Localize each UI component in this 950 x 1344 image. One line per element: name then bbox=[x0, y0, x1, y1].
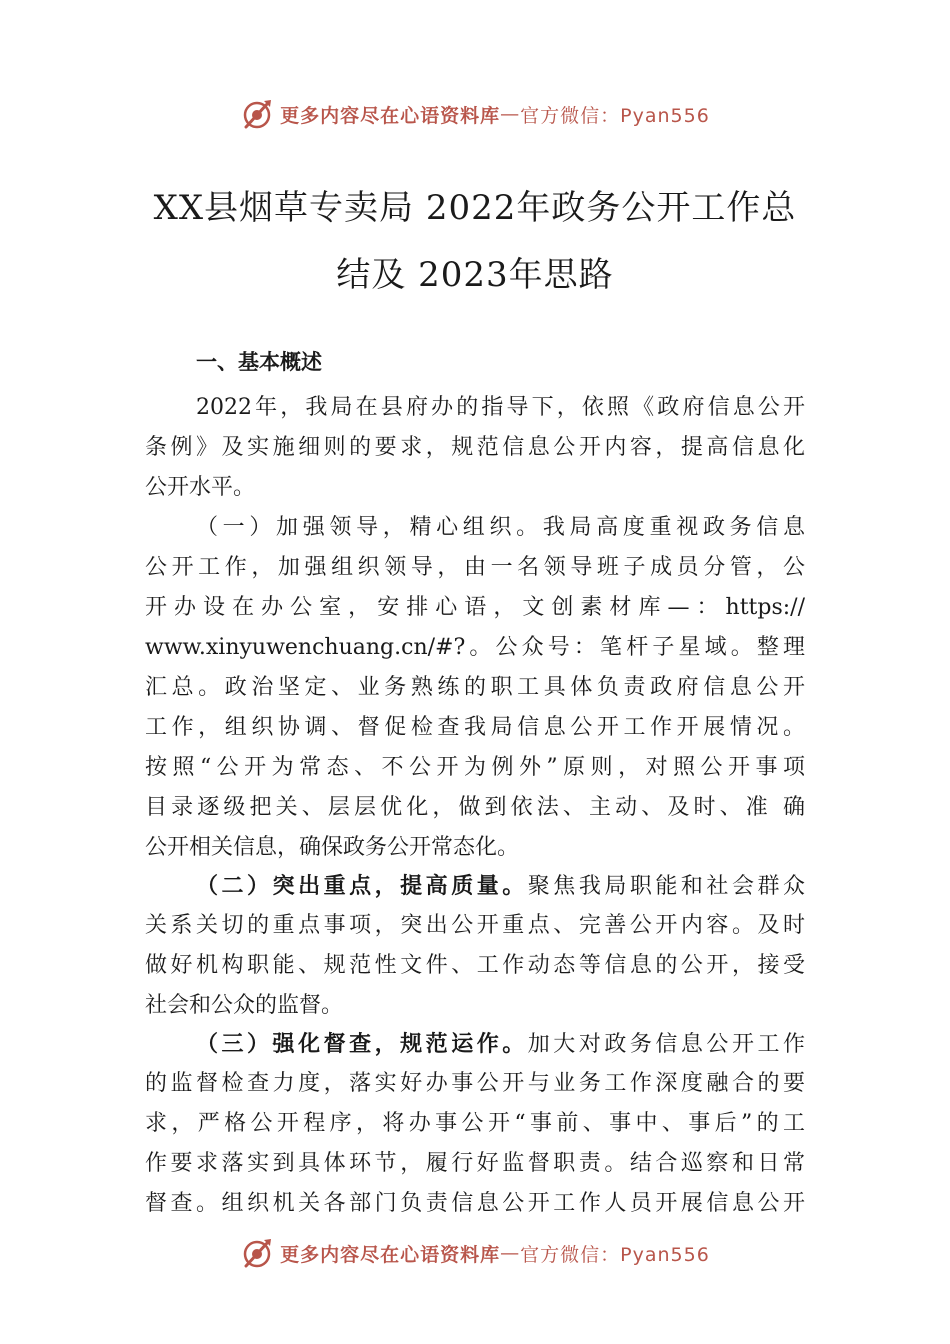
item1-line-6: 工作，组织协调、督促检查我局信息公开工作开展情况。 bbox=[145, 715, 805, 740]
item1-line-5: 汇总。政治坚定、业务熟练的职工具体负责政府信息公开 bbox=[145, 675, 805, 700]
item3-lead: （三）强化督查，规范运作。 bbox=[196, 1031, 528, 1057]
item2-line-4: 社会和公众的监督。 bbox=[145, 993, 344, 1018]
banner-brand-text: 更多内容尽在心语资料库 bbox=[280, 104, 501, 127]
pen-quill-logo-icon bbox=[240, 97, 274, 131]
banner-brand-text: 更多内容尽在心语资料库 bbox=[280, 1243, 501, 1266]
item1-line-3: 开办设在办公室，安排心语，文创素材库—：https:// bbox=[145, 595, 805, 620]
intro-line-3: 公开水平。 bbox=[145, 475, 256, 500]
item3-line-1 bbox=[196, 1024, 805, 1064]
section-heading: 一、基本概述 bbox=[196, 350, 322, 374]
banner-separator: — bbox=[500, 103, 521, 125]
banner-wechat-text: 官方微信：Pyan556 bbox=[520, 104, 710, 127]
item1-line-9: 公开相关信息，确保政务公开常态化。 bbox=[145, 835, 520, 860]
banner-separator: — bbox=[500, 1242, 521, 1264]
item3-line-3: 求，严格公开程序，将办事公开“事前、事中、事后”的工 bbox=[145, 1111, 805, 1136]
item1-text-1: 我局高度重视政务信息 bbox=[542, 515, 805, 540]
item1-line-7: 按照“公开为常态、不公开为例外”原则，对照公开事项 bbox=[145, 755, 805, 780]
footer-watermark-banner bbox=[0, 1233, 950, 1273]
item1-line-1 bbox=[196, 508, 805, 548]
pen-quill-logo-icon bbox=[240, 1236, 274, 1270]
item2-line-3: 做好机构职能、规范性文件、工作动态等信息的公开，接受 bbox=[145, 953, 805, 978]
item2-line-1 bbox=[196, 866, 805, 906]
item3-line-2: 的监督检查力度，落实好办事公开与业务工作深度融合的要 bbox=[145, 1071, 805, 1096]
item2-lead: （二）突出重点，提高质量。 bbox=[196, 873, 528, 899]
item2-text-1: 聚焦我局职能和社会群众 bbox=[527, 874, 805, 899]
item3-text-1: 加大对政务信息公开工作 bbox=[527, 1032, 805, 1057]
banner-wechat-text: 官方微信：Pyan556 bbox=[520, 1243, 710, 1266]
item3-line-5: 督查。组织机关各部门负责信息公开工作人员开展信息公开 bbox=[145, 1191, 805, 1216]
item1-lead: （一）加强领导，精心组织。 bbox=[196, 515, 543, 540]
intro-line-2: 条例》及实施细则的要求，规范信息公开内容，提高信息化 bbox=[145, 435, 805, 460]
document-title-line-1: XX县烟草专卖局 2022年政务公开工作总 bbox=[153, 188, 797, 228]
intro-line-1: 2022年，我局在县府办的指导下，依照《政府信息公开 bbox=[196, 395, 805, 420]
document-title-line-2: 结及 2023年思路 bbox=[336, 255, 614, 295]
item1-line-2: 公开工作，加强组织领导，由一名领导班子成员分管，公 bbox=[145, 555, 805, 580]
item2-line-2: 关系关切的重点事项，突出公开重点、完善公开内容。及时 bbox=[145, 913, 805, 938]
item3-line-4: 作要求落实到具体环节，履行好监督职责。结合巡察和日常 bbox=[145, 1151, 805, 1176]
header-watermark-banner bbox=[0, 94, 950, 134]
item1-line-8: 目录逐级把关、层层优化，做到依法、主动、及时、准 确 bbox=[145, 795, 805, 820]
item1-line-4: www.xinyuwenchuang.cn/#?。公众号：笔杆子星域。整理 bbox=[145, 635, 805, 660]
